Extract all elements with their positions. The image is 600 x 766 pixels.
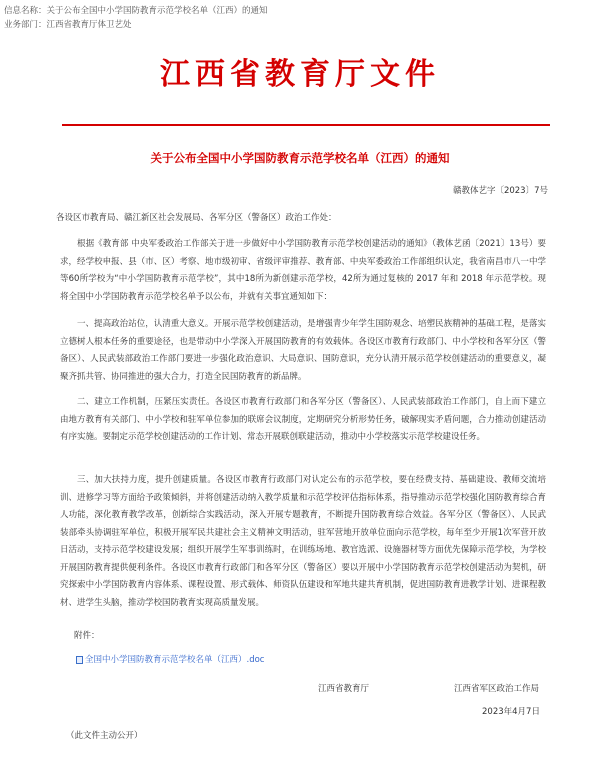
- dept-label: 业务部门：: [4, 20, 47, 30]
- paragraph-intro: 根据《教育部 中央军委政治工作部关于进一步做好中小学国防教育示范学校创建活动的通知》（教体艺函〔2021〕13号）要求，经学校申报、县（市、区）考察、地市级初审、省级评审推荐、教育部、中央军委政治工作部组织认定，我省南昌市八一中学等60所学校为“中小学国防教育示范学校”，其中18所为新创建示范学校，42所为通过复核的 2017 年和 2018 年示范学校。现将全国中小学国防教育示范学校名单予以公布，并就有关事宜通知如下：: [60, 239, 546, 302]
- addressee: 各设区市教育局、赣江新区社会发展局、各军分区（警备区）政治工作处：: [56, 213, 337, 223]
- info-name-label: 信息名称：: [4, 6, 47, 16]
- paragraph-section-2: 二、建立工作机制，压紧压实责任。各设区市教育行政部门和各军分区（警备区）、人民武装部政治工作部门，自上而下建立由地方教育有关部门、中小学校和驻军单位参加的联席会议制度，定期研究分析形势任务，破解现实矛盾问题，合力推动创建活动有序实施。要制定示范学校创建活动的工作计划、常态开展联创联建活动，推动中小学校落实示范学校建设任务。: [60, 397, 546, 442]
- attachment-label: 附件：: [74, 631, 100, 641]
- meta-dept-line: [4, 20, 132, 31]
- issue-date: 2023年4月7日: [482, 707, 540, 717]
- document-title: 关于公布全国中小学国防教育示范学校名单（江西）的通知: [150, 151, 450, 165]
- disclosure-note: （此文件主动公开）: [66, 731, 143, 741]
- signatory-military-district: 江西省军区政治工作局: [454, 684, 540, 694]
- red-divider: [62, 124, 550, 126]
- attachment-link[interactable]: [76, 654, 264, 666]
- document-icon: [76, 656, 83, 664]
- meta-info-line: [4, 6, 268, 17]
- document-masthead: 江西省教育厅文件: [160, 57, 440, 92]
- attachment-link-text[interactable]: 全国中小学国防教育示范学校名单（江西）.doc: [85, 655, 265, 665]
- paragraph-section-3: 三、加大扶持力度，提升创建质量。各设区市教育行政部门对认定公布的示范学校，要在经费支持、基础建设、教师交流培训、进修学习等方面给予政策倾斜，并将创建活动纳入教学质量和示范学校评估指标体系，指导推动示范学校强化国防教育综合育人功能，深化教育教学改革，创新综合实践活动，深入开展专题教育，不断提升国防教育综合效益。各军分区（警备区）、人民武装部牵头协调驻军单位，积极开展军民共建社会主义精神文明活动，驻军营地开放单位面向示范学校，每年至少开展1次军营开放日活动，支持示范学校建设发展；组织开展学生军事训练时，在训练场地、教官选派、设施器材等方面优先保障示范学校，为学校开展国防教育提供便利条件。各设区市教育行政部门和各军分区（警备区）要以开展中小学国防教育示范学校创建活动为契机，研究探索中小学国防教育内容体系、课程设置、形式载体、师资队伍建设和军地共建共育机制，促进国防教育进教学计划、进课程教材、进学生头脑，推动学校国防教育实现高质量发展。: [60, 475, 546, 608]
- info-name-value: 关于公布全国中小学国防教育示范学校名单（江西）的通知: [46, 6, 268, 16]
- document-number: 赣教体艺字〔2023〕7号: [452, 186, 548, 196]
- dept-value: 江西省教育厅体卫艺处: [46, 20, 132, 30]
- paragraph-section-1: 一、提高政治站位，认清重大意义。开展示范学校创建活动，是增强青少年学生国防观念、培塑民族精神的基础工程，是落实立德树人根本任务的重要途径，也是带动中小学深入开展国防教育的有效载体。各设区市教育行政部门、中小学校和各军分区（警备区）、人民武装部政治工作部门要进一步强化政治意识、大局意识、国防意识，充分认清开展示范学校创建活动的重要意义，凝聚齐抓共管、协同推进的强大合力，打造全民国防教育的新品牌。: [60, 319, 546, 382]
- signatory-education-dept: 江西省教育厅: [318, 684, 370, 694]
